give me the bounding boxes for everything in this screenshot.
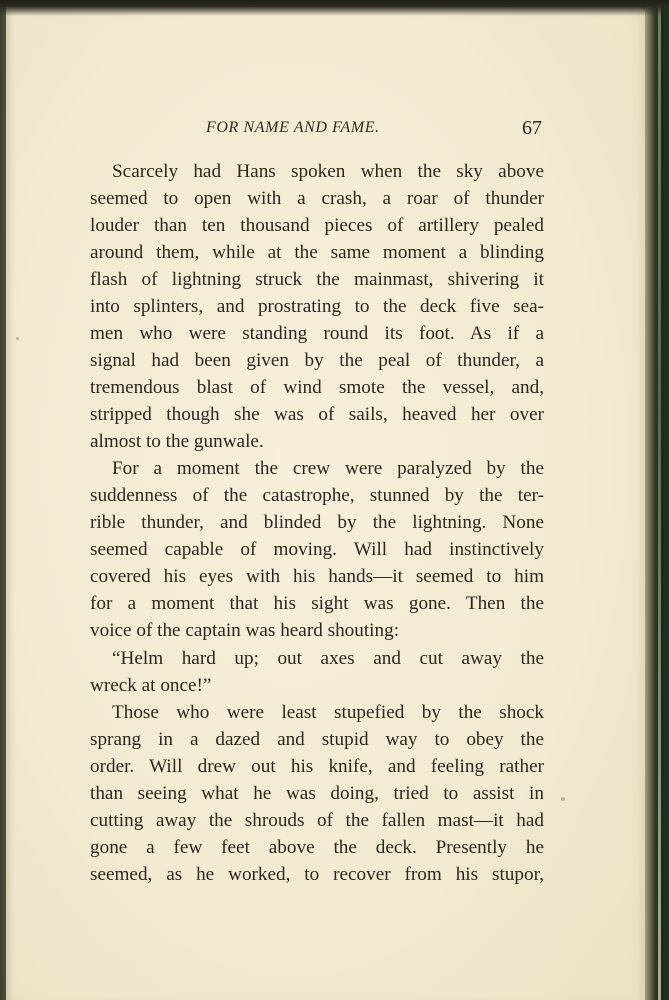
text-line-1: Scarcely had Hans spoken when the sky above <box>112 161 544 182</box>
paper-speck <box>561 797 565 801</box>
text-line-20: wreck at once!” <box>90 675 212 696</box>
text-line-7: men who were standing round its foot. As if a <box>90 323 544 344</box>
text-line-15: seemed capable of moving. Will had instinctively <box>90 539 544 560</box>
text-line-19: “Helm hard up; out axes and cut away the <box>112 648 544 669</box>
text-line-21: Those who were least stupefied by the shock <box>112 702 544 723</box>
text-line-17: for a moment that his sight was gone. Then the <box>90 593 544 614</box>
text-line-22: sprang in a dazed and stupid way to obey the <box>90 729 544 750</box>
running-header: FOR NAME AND FAME. <box>206 119 380 136</box>
text-line-6: into splinters, and prostrating to the deck five sea- <box>90 296 544 317</box>
text-line-10: stripped though she was of sails, heaved her over <box>90 404 544 425</box>
book-cover-edge-highlight <box>658 0 661 1000</box>
text-line-18: voice of the captain was heard shouting: <box>90 620 400 641</box>
top-edge-shadow <box>0 0 669 16</box>
text-line-11: almost to the gunwale. <box>90 431 264 452</box>
text-line-14: rible thunder, and blinded by the lightning. None <box>90 512 544 533</box>
text-line-26: gone a few feet above the deck. Presently he <box>90 837 544 858</box>
text-line-3: louder than ten thousand pieces of artillery pealed <box>90 215 544 236</box>
text-line-16: covered his eyes with his hands—it seemed to him <box>90 566 544 587</box>
text-line-8: signal had been given by the peal of thunder, a <box>90 350 544 371</box>
text-line-27: seemed, as he worked, to recover from his stupor, <box>90 864 544 885</box>
text-line-2: seemed to open with a crash, a roar of thunder <box>90 188 544 209</box>
text-line-9: tremendous blast of wind smote the vessel, and, <box>90 377 544 398</box>
text-line-23: order. Will drew out his knife, and feeling rather <box>90 756 544 777</box>
text-line-24: than seeing what he was doing, tried to assist in <box>90 783 544 804</box>
text-line-5: flash of lightning struck the mainmast, shivering it <box>90 269 544 290</box>
paper-speck <box>16 337 19 340</box>
text-line-12: For a moment the crew were paralyzed by the <box>112 458 544 479</box>
text-line-25: cutting away the shrouds of the fallen mast—it had <box>90 810 544 831</box>
text-line-13: suddenness of the catastrophe, stunned by the ter- <box>90 485 544 506</box>
text-line-4: around them, while at the same moment a blinding <box>90 242 544 263</box>
book-cover-edge <box>645 0 669 1000</box>
page-number: 67 <box>522 117 542 139</box>
